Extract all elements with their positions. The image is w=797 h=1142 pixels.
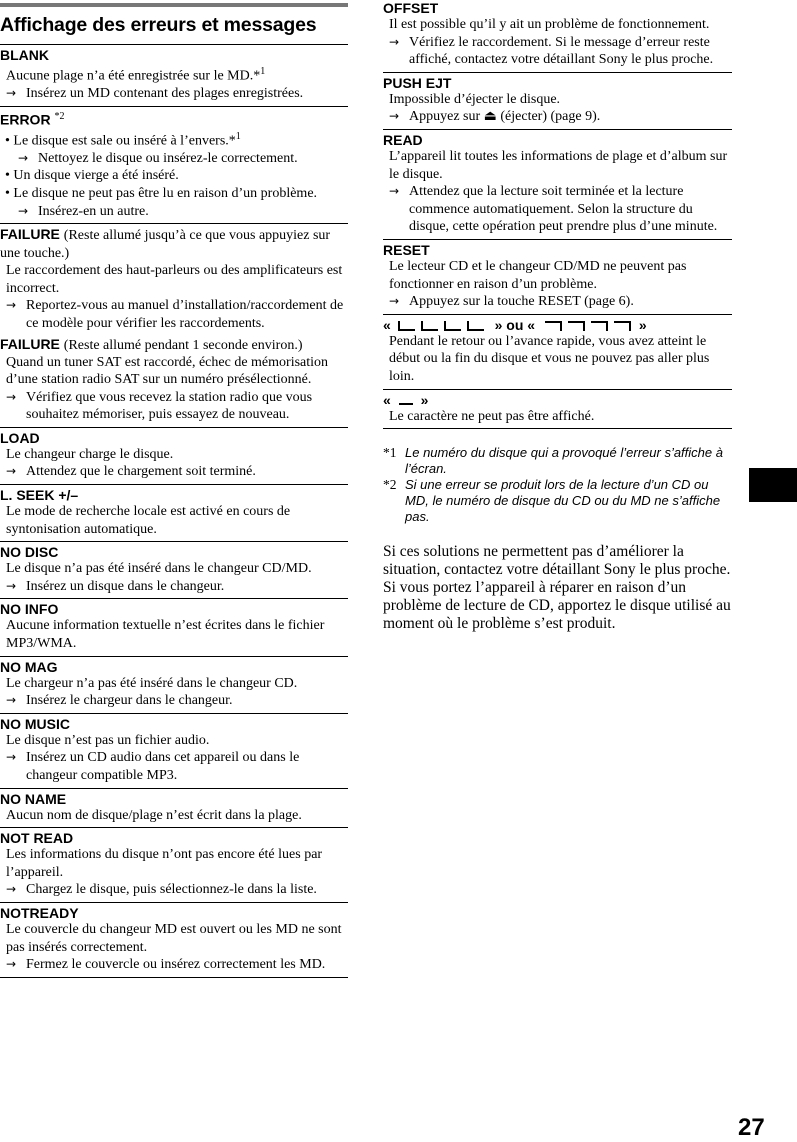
message-remedy (0, 85, 348, 103)
message-remedy (0, 692, 348, 710)
message-remedy-text: Insérez le chargeur dans le changeur. (26, 693, 233, 709)
left-column (0, 0, 348, 978)
right-entries (383, 0, 732, 314)
message-remedy (0, 203, 348, 221)
message-bullet: • Un disque vierge a été inséré. (5, 168, 179, 184)
message-remedy-text: Appuyez sur ⏏ (éjecter) (page 9). (409, 109, 601, 125)
message-code (0, 336, 348, 354)
segment-top-icon (541, 320, 633, 332)
message-description-text: Le disque n’a pas été inséré dans le changeur CD/MD. (6, 561, 312, 577)
message-code (383, 75, 732, 91)
char-entry (383, 389, 732, 429)
message-entry (0, 223, 348, 335)
message-description-text: Le disque n’est pas un fichier audio. (6, 732, 210, 748)
message-description-text: Le changeur charge le disque. (6, 446, 174, 462)
message-remedy-text: Vérifiez que vous recevez la station radio que vous souhaitez mémoriser, puis essayez de nouveau. (26, 389, 313, 423)
arrow-right-icon: → (6, 389, 17, 404)
message-entry (383, 129, 732, 239)
message-code (0, 601, 348, 617)
message-description (383, 16, 732, 34)
message-description (0, 675, 348, 693)
message-description-text: Quand un tuner SAT est raccordé, échec de mémorisation d’une station radio SAT sur un numéro présélectionné. (6, 354, 329, 388)
message-code-label: NOT READ (0, 830, 74, 847)
message-remedy-text: Fermez le couvercle ou insérez correctement les MD. (26, 957, 326, 973)
message-code (383, 132, 732, 148)
message-code-label: READ (383, 131, 423, 148)
message-description (0, 63, 348, 85)
page-title: Affichage des erreurs et messages (0, 3, 348, 44)
message-code (383, 0, 732, 16)
message-remedy-text: Appuyez sur la touche RESET (page 6). (409, 294, 634, 310)
message-code-label: BLANK (0, 47, 49, 63)
message-remedy (0, 150, 348, 168)
message-description (0, 503, 348, 538)
message-code-note: *2 (54, 110, 65, 122)
footnotes (383, 445, 732, 525)
message-code (0, 109, 348, 128)
message-remedy (383, 34, 732, 69)
closing-paragraph-2: Si vous portez l’appareil à réparer en raison d’un problème de lecture de CD, apportez le disque utilisé au moment où le problème s’est produit. (383, 579, 731, 633)
message-entry (0, 656, 348, 713)
message-code (0, 544, 348, 560)
seek-limit-entry (383, 314, 732, 389)
message-remedy-text: Attendez que le chargement soit terminé. (26, 464, 256, 480)
message-code-note: (Reste allumé jusqu’à ce que vous appuyiez sur une touche.) (0, 228, 331, 262)
message-remedy (383, 293, 732, 311)
message-bullet: • Le disque ne peut pas être lu en raison d’un problème. (5, 185, 318, 201)
message-entry (0, 827, 348, 902)
right-end-rule (383, 428, 732, 429)
message-remedy (0, 297, 348, 332)
footnote-1: *1 Le numéro du disque qui a provoqué l’erreur s’affiche à l’écran. (383, 445, 723, 477)
message-code-label: NO MUSIC (0, 715, 70, 732)
message-code (0, 226, 348, 262)
message-entry (383, 239, 732, 314)
message-description-text: Le chargeur n’a pas été inséré dans le changeur CD. (6, 675, 298, 691)
message-remedy (0, 956, 348, 974)
message-remedy-text: Insérez un MD contenant des plages enregistrées. (26, 86, 304, 102)
message-description (0, 921, 348, 956)
message-description (383, 148, 732, 183)
message-remedy (0, 749, 348, 784)
message-code-label: ERROR (0, 111, 51, 128)
arrow-right-icon: → (18, 203, 29, 218)
message-description-text: Le mode de recherche locale est activé en cours de syntonisation automatique. (6, 504, 291, 537)
message-bullet: • Le disque est sale ou inséré à l’envers.*$^1$ (5, 130, 241, 149)
right-column (383, 0, 732, 633)
message-entry (0, 484, 348, 541)
message-code-label: LOAD (0, 429, 40, 446)
message-entry (0, 713, 348, 788)
message-code (0, 430, 348, 446)
segment-bottom-icon (397, 320, 489, 332)
message-description-text: L’appareil lit toutes les informations de plage et d’album sur le disque. (389, 148, 728, 182)
arrow-right-icon: → (389, 184, 400, 199)
underscore-segment-icon (397, 396, 415, 406)
message-code-label: L. SEEK +/– (0, 487, 79, 504)
message-remedy-text: Insérez-en un autre. (38, 203, 149, 219)
message-bullet-text: Un disque vierge a été inséré. (13, 168, 179, 184)
message-description (0, 560, 348, 578)
message-remedy-text: Insérez un CD audio dans cet appareil ou dans le changeur compatible MP3. (26, 750, 300, 783)
message-code (383, 242, 732, 258)
message-remedy (383, 183, 732, 236)
message-description-text: Le couvercle du changeur MD est ouvert ou les MD ne sont pas insérés correctement. (6, 921, 342, 955)
message-description (0, 617, 348, 652)
closing-paragraph-1: Si ces solutions ne permettent pas d’améliorer la situation, contactez votre détaillant Sony le plus proche. (383, 543, 731, 579)
message-description (0, 446, 348, 464)
arrow-right-icon: → (6, 86, 17, 101)
message-description-text: Le lecteur CD et le changeur CD/MD ne peuvent pas fonctionner en raison d’un problème. (389, 258, 687, 292)
message-code-label: NOTREADY (0, 904, 79, 921)
message-code (0, 905, 348, 921)
message-code-label: RESET (383, 241, 430, 258)
arrow-right-icon: → (6, 693, 17, 708)
message-description-text: Les informations du disque n’ont pas encore été lues par l’appareil. (6, 847, 323, 880)
message-entry (0, 902, 348, 977)
message-description (0, 807, 348, 825)
seek-limit-code: « » ou « » (383, 316, 647, 333)
section-side-tab (749, 468, 797, 502)
message-description (383, 258, 732, 293)
message-code-label: NO MAG (0, 658, 58, 675)
message-entry (0, 427, 348, 484)
message-entry (0, 336, 348, 427)
arrow-right-icon: → (18, 150, 29, 165)
arrow-right-icon: → (389, 294, 400, 309)
arrow-right-icon: → (389, 109, 400, 124)
message-code-label: PUSH EJT (383, 74, 452, 91)
message-description (0, 732, 348, 750)
message-description (0, 354, 348, 389)
message-remedy (0, 463, 348, 481)
page-number: 27 (738, 1114, 765, 1141)
arrow-right-icon: → (6, 464, 17, 479)
message-remedy (383, 108, 732, 126)
message-remedy-text: Chargez le disque, puis sélectionnez-le dans la liste. (26, 882, 317, 898)
message-entry (0, 788, 348, 828)
closing-text (383, 543, 732, 633)
footnote-ref: 1 (235, 130, 241, 142)
char-code: « » (383, 391, 429, 408)
message-description (0, 846, 348, 881)
message-description-text: Le raccordement des haut-parleurs ou des amplificateurs est incorrect. (6, 263, 343, 296)
message-remedy (0, 881, 348, 899)
message-code (0, 659, 348, 675)
message-entry (0, 106, 348, 223)
message-description (383, 91, 732, 109)
message-remedy (0, 578, 348, 596)
message-code-note: (Reste allumé pendant 1 seconde environ.) (63, 337, 303, 353)
arrow-right-icon: → (6, 957, 17, 972)
message-description-text: Aucune information textuelle n’est écrites dans le fichier MP3/WMA. (6, 618, 325, 652)
arrow-right-icon: → (6, 882, 17, 897)
message-code (0, 716, 348, 732)
message-remedy-text: Nettoyez le disque ou insérez-le correctement. (38, 150, 298, 166)
message-description (0, 262, 348, 297)
left-end-rule (0, 977, 348, 978)
message-bullet-text: Le disque est sale ou inséré à l’envers.* (13, 133, 236, 149)
message-code (0, 47, 348, 63)
message-code-label: FAILURE (0, 226, 60, 243)
message-entry (383, 0, 732, 72)
message-remedy-text: Insérez un disque dans le changeur. (26, 578, 225, 594)
message-description-text: Aucun nom de disque/plage n’est écrit dans la plage. (6, 807, 302, 823)
message-code-label: FAILURE (0, 335, 60, 352)
arrow-right-icon: → (389, 34, 400, 49)
message-code-label: NO DISC (0, 544, 59, 561)
message-entry (0, 44, 348, 106)
left-entries (0, 44, 348, 977)
message-remedy-text: Attendez que la lecture soit terminée et la lecture commence automatiquement. Selon la structure du disque, cette opération peut prendre plus d’une minute. (409, 184, 718, 235)
message-bullet-text: Le disque ne peut pas être lu en raison d’un problème. (13, 185, 318, 201)
message-remedy-text: Vérifiez le raccordement. Si le message d’erreur reste affiché, contactez votre détaillant Sony le plus proche. (409, 34, 714, 68)
message-code-label: NO INFO (0, 601, 59, 618)
footnote-2: *2 Si une erreur se produit lors de la lecture d’un CD ou MD, le numéro de disque du CD ou du MD ne s’affiche pas. (383, 477, 721, 525)
message-description-text: Impossible d’éjecter le disque. (389, 91, 561, 107)
message-remedy (0, 389, 348, 424)
char-desc: Le caractère ne peut pas être affiché. (389, 408, 595, 424)
arrow-right-icon: → (6, 298, 17, 313)
message-description-text: Il est possible qu’il y ait un problème de fonctionnement. (389, 17, 710, 32)
message-code-label: OFFSET (383, 0, 439, 16)
arrow-right-icon: → (6, 578, 17, 593)
message-remedy-text: Reportez-vous au manuel d’installation/raccordement de ce modèle pour vérifier les raccordements. (26, 298, 344, 331)
footnote-ref: 1 (260, 66, 266, 77)
message-entry (383, 72, 732, 129)
message-code-label: NO NAME (0, 790, 67, 807)
arrow-right-icon: → (6, 750, 17, 765)
message-code (0, 487, 348, 503)
message-entry (0, 598, 348, 655)
message-entry (0, 541, 348, 598)
message-code (0, 791, 348, 807)
message-code (0, 830, 348, 846)
seek-limit-desc: Pendant le retour ou l’avance rapide, vous avez atteint le début ou la fin du disque et vous ne pouvez pas aller plus loin. (389, 333, 710, 384)
message-description-text: Aucune plage n’a été enregistrée sur le MD.* (6, 68, 261, 84)
